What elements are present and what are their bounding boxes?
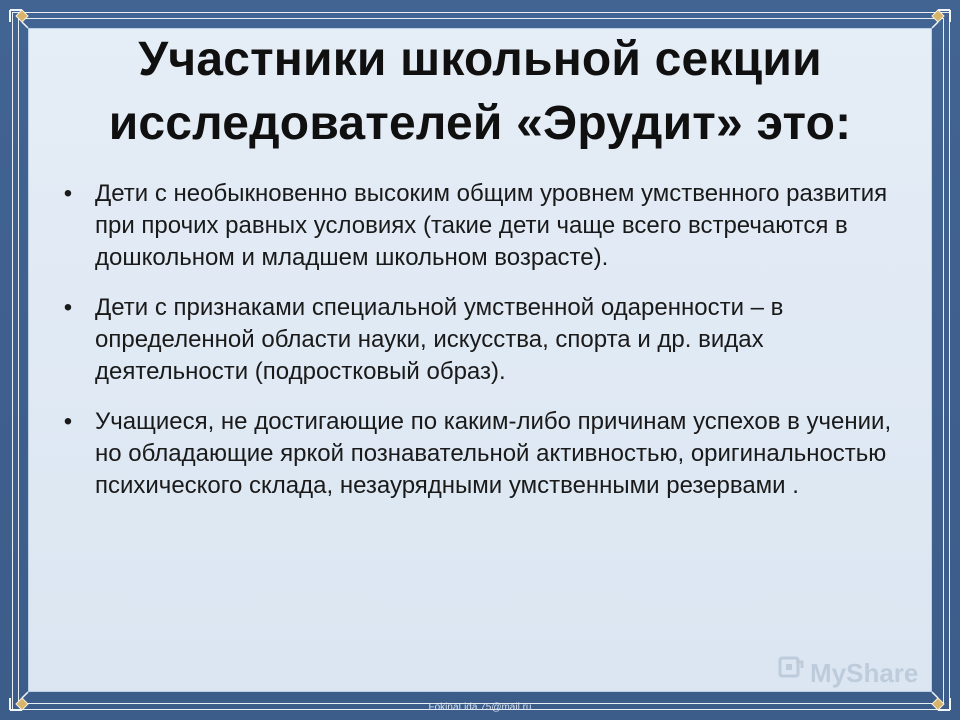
- bullet-text-2: Дети с признаками специальной умственной одаренности – в определенной области науки, искусства, спорта и др. видах деятельности (подростковый образ).: [95, 294, 784, 385]
- bullet-text-1: Дети с необыкновенно высоким общим уровнем умственного развития при прочих равных условиях (такие дети чаще всего встречаются в дошкольном и младшем школьном возрасте).: [95, 180, 888, 271]
- bullet-list: [60, 178, 910, 520]
- bullet-icon: •: [63, 408, 73, 435]
- bullet-item-2: [60, 292, 910, 388]
- footer-email: FokinaLida.75@mail.ru: [428, 702, 532, 713]
- title-line-1: Участники школьной секции: [138, 33, 822, 86]
- bullet-icon: •: [63, 180, 73, 207]
- watermark-text: MyShare: [810, 658, 919, 688]
- title-line-2: исследователей «Эрудит» это:: [108, 97, 852, 150]
- bullet-item-3: [60, 406, 910, 502]
- bullet-icon: •: [63, 294, 73, 321]
- bullet-item-1: [60, 178, 910, 274]
- bullet-text-3: Учащиеся, не достигающие по каким-либо причинам успехов в учении, но обладающие яркой познавательной активностью, оригинальностью психического склада, незаурядными умственными резервами .: [95, 408, 892, 499]
- slide-title: [38, 28, 922, 156]
- myshare-logo-icon: [776, 654, 806, 684]
- watermark: [776, 654, 919, 694]
